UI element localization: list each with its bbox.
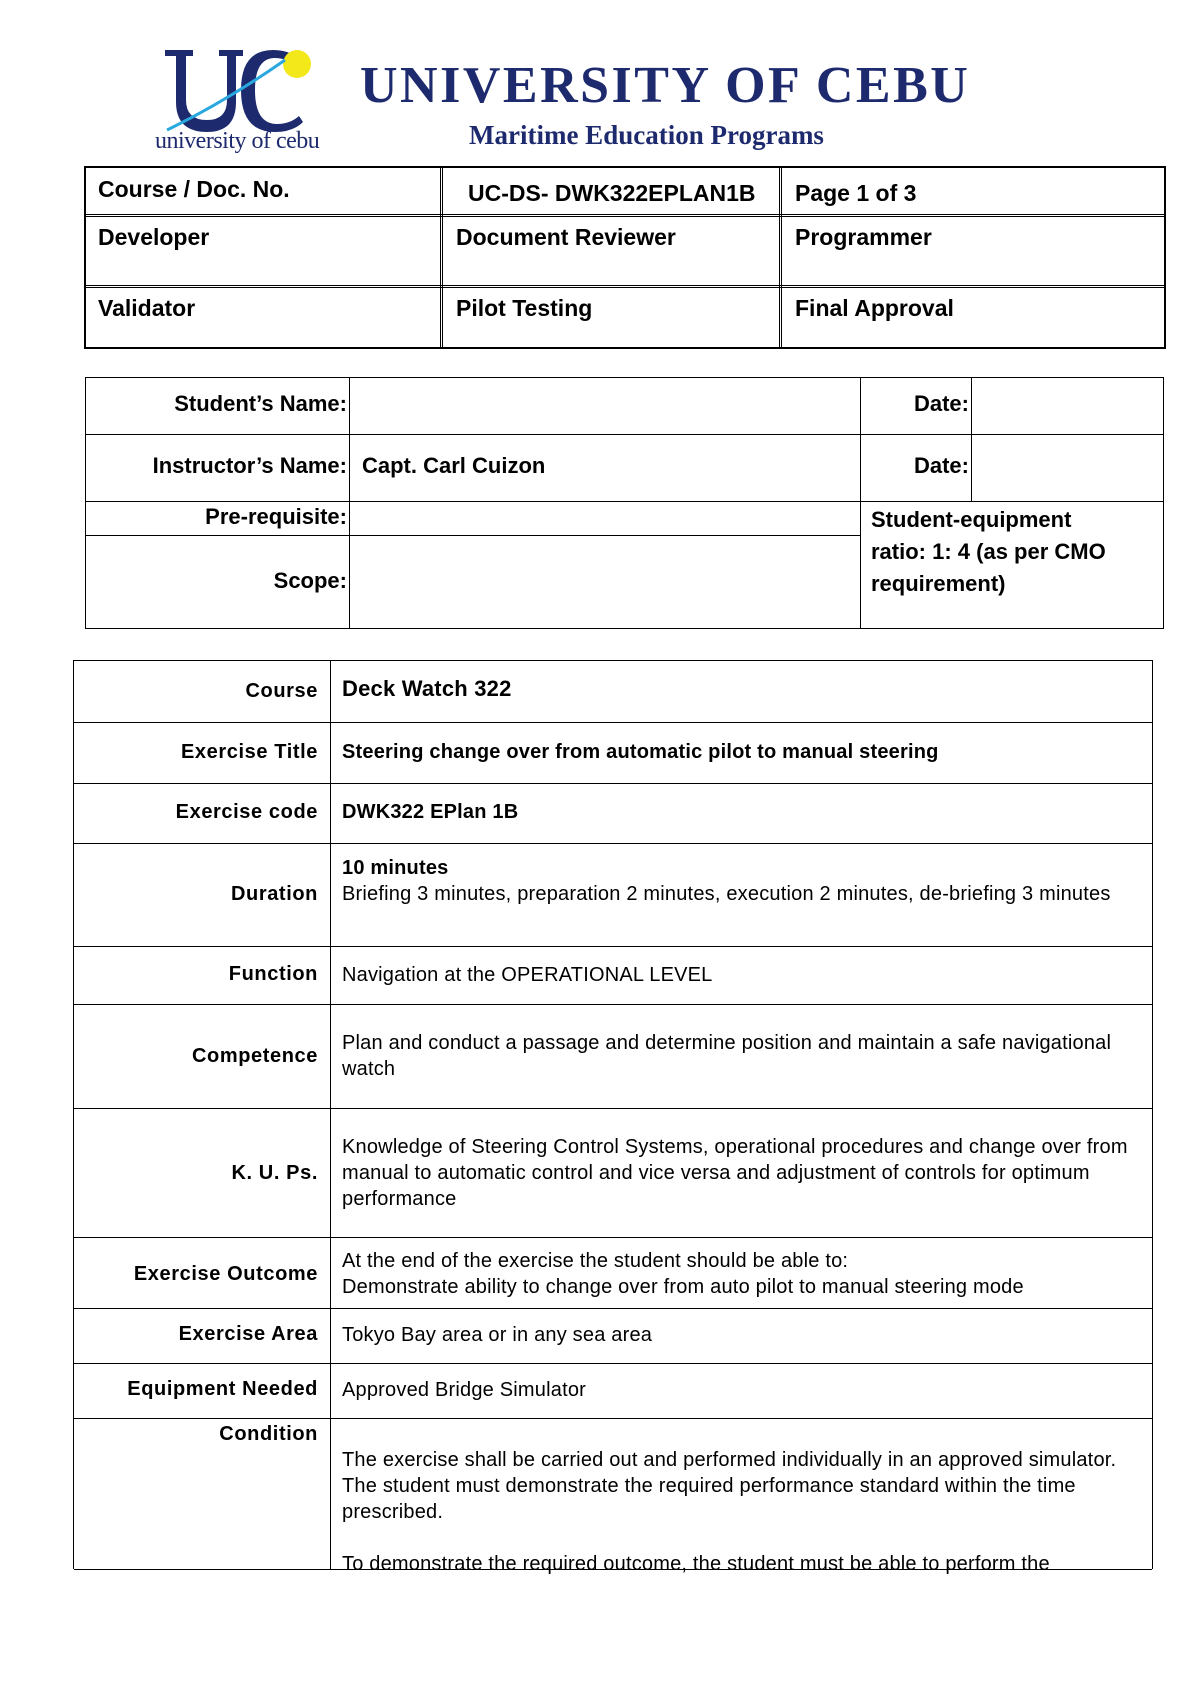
duration-total: 10 minutes xyxy=(342,857,449,879)
duration-breakdown: Briefing 3 minutes, preparation 2 minutes, execution 2 minutes, de-briefing 3 minutes xyxy=(342,883,1111,905)
instructor-name-value: Capt. Carl Cuizon xyxy=(362,453,546,478)
competence-value: Plan and conduct a passage and determine position and maintain a safe navigational watch xyxy=(342,1032,1112,1080)
student-name-label: Student’s Name: xyxy=(174,391,347,416)
final-approval-label: Final Approval xyxy=(795,295,954,321)
exercise-plan-table xyxy=(73,660,1153,1575)
instructor-date-label: Date: xyxy=(913,453,969,478)
table-row xyxy=(74,784,1152,844)
exercise-outcome-label: Exercise Outcome xyxy=(133,1263,318,1285)
row-divider xyxy=(86,285,1164,288)
column-divider xyxy=(349,378,350,628)
table-row xyxy=(74,1364,1152,1419)
row-divider xyxy=(86,214,1164,217)
row-divider xyxy=(86,535,860,536)
table-row xyxy=(74,1238,1152,1309)
university-logo xyxy=(155,42,345,162)
exercise-title-label: Exercise Title xyxy=(180,741,318,763)
document-control-table xyxy=(84,166,1166,349)
prerequisite-label: Pre-requisite: xyxy=(205,504,347,529)
kups-label: K. U. Ps. xyxy=(231,1162,318,1184)
function-label: Function xyxy=(228,963,318,985)
condition-paragraph: The exercise shall be carried out and performed individually in an approved simulator. The student must demonstrate the required performance standard within the time prescribed. xyxy=(342,1449,1117,1523)
exercise-area-value: Tokyo Bay area or in any sea area xyxy=(342,1324,653,1346)
student-date-label: Date: xyxy=(913,391,969,416)
outcome-statement: Demonstrate ability to change over from auto pilot to manual steering mode xyxy=(342,1276,1024,1298)
column-divider xyxy=(779,168,782,347)
ratio-line: Student-equipment xyxy=(871,507,1072,532)
row-divider xyxy=(86,501,1163,502)
program-subtitle: Maritime Education Programs xyxy=(469,120,824,150)
scope-label: Scope: xyxy=(273,568,347,593)
duration-value xyxy=(342,855,1142,907)
column-divider xyxy=(860,378,861,628)
programmer-label: Programmer xyxy=(795,224,932,250)
course-doc-label: Course / Doc. No. xyxy=(98,176,290,202)
column-divider xyxy=(440,168,443,347)
pilot-testing-label: Pilot Testing xyxy=(456,295,593,321)
function-value: Navigation at the OPERATIONAL LEVEL xyxy=(342,964,713,986)
table-row xyxy=(74,723,1152,784)
table-row xyxy=(74,661,1152,723)
condition-value xyxy=(342,1447,1142,1577)
validator-label: Validator xyxy=(98,295,196,321)
table-row xyxy=(74,1005,1152,1109)
table-row xyxy=(74,947,1152,1005)
student-info-table xyxy=(85,377,1164,629)
instructor-name-label: Instructor’s Name: xyxy=(152,453,347,478)
duration-label: Duration xyxy=(230,883,318,905)
table-row xyxy=(74,1419,1152,1575)
document-reviewer-label: Document Reviewer xyxy=(456,224,676,250)
logo-caption: university of cebu xyxy=(155,128,320,154)
outcome-intro: At the end of the exercise the student should be able to: xyxy=(342,1250,849,1272)
row-divider xyxy=(86,434,1163,435)
doc-number: UC-DS- DWK322EPLAN1B xyxy=(468,180,756,206)
equipment-needed-label: Equipment Needed xyxy=(127,1378,318,1400)
uc-logo-mark-icon xyxy=(155,42,345,137)
condition-label: Condition xyxy=(219,1423,318,1445)
developer-label: Developer xyxy=(98,224,210,250)
table-row xyxy=(74,844,1152,947)
course-label: Course xyxy=(245,680,318,702)
equipment-needed-value: Approved Bridge Simulator xyxy=(342,1379,587,1401)
exercise-area-label: Exercise Area xyxy=(178,1323,318,1345)
column-divider xyxy=(971,378,972,501)
ratio-line: requirement) xyxy=(871,571,1006,596)
ratio-line: ratio: 1: 4 (as per CMO xyxy=(871,539,1106,564)
student-equipment-ratio xyxy=(871,504,1106,600)
university-name: UNIVERSITY OF CEBU xyxy=(360,57,971,114)
kups-value: Knowledge of Steering Control Systems, operational procedures and change over from manual to automatic control and vice versa and adjustment of controls for optimum performance xyxy=(342,1136,1128,1210)
table-row xyxy=(74,1109,1152,1238)
exercise-outcome-value xyxy=(342,1248,1142,1300)
page-info: Page 1 of 3 xyxy=(795,180,917,206)
exercise-code-value: DWK322 EPlan 1B xyxy=(342,801,519,823)
exercise-title-value: Steering change over from automatic pilot to manual steering xyxy=(342,741,939,763)
exercise-code-label: Exercise code xyxy=(175,801,318,823)
condition-paragraph: To demonstrate the required outcome, the student must be able to perform the xyxy=(342,1553,1050,1575)
table-row xyxy=(74,1309,1152,1364)
competence-label: Competence xyxy=(191,1045,318,1067)
course-value: Deck Watch 322 xyxy=(342,676,512,701)
